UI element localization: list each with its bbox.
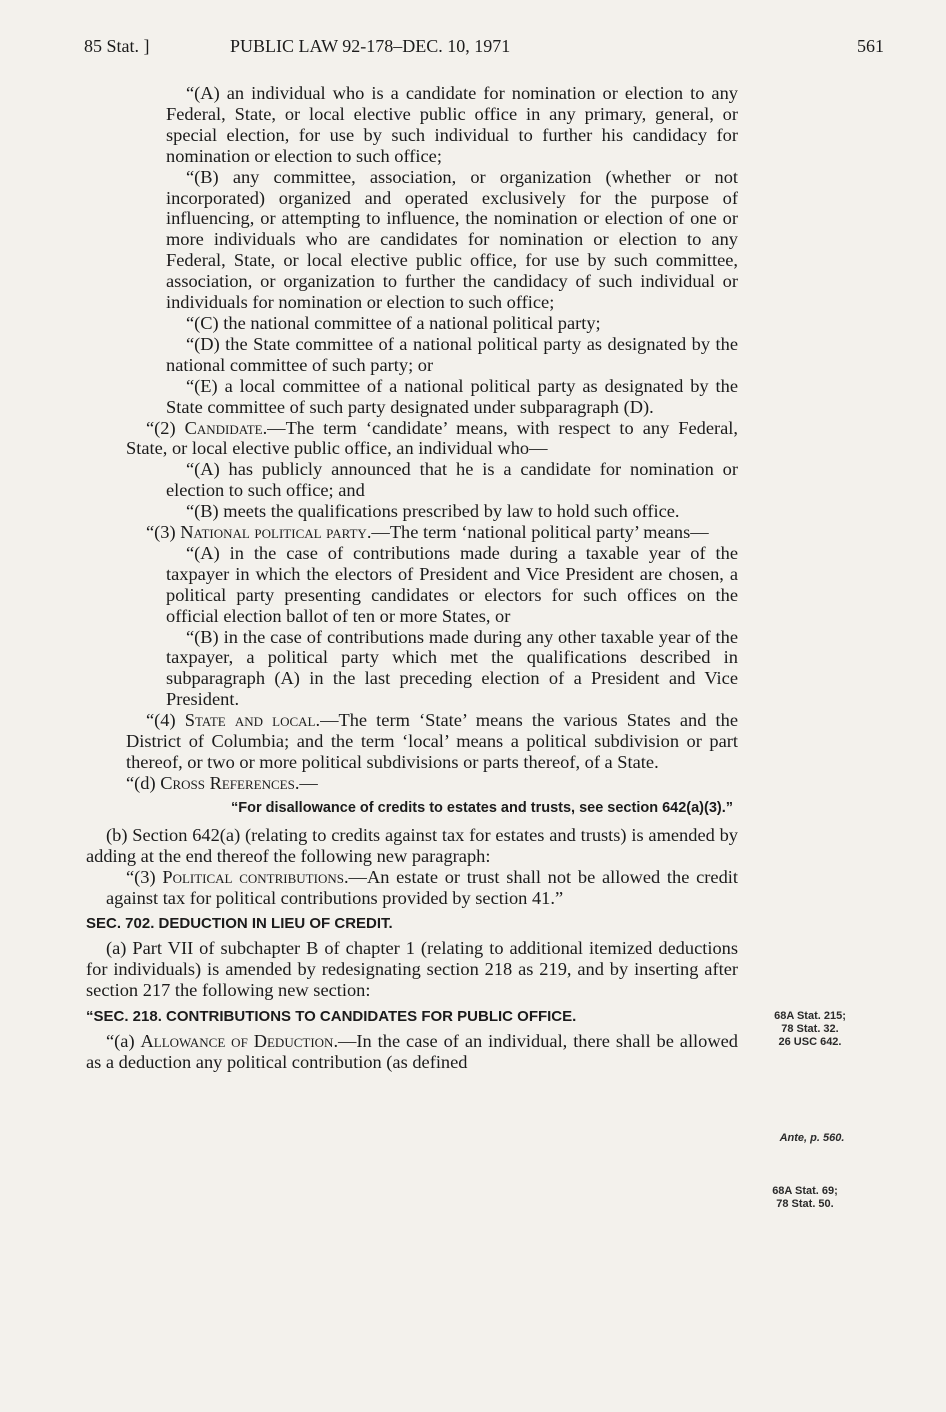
paragraph-c-national-committee: “(C) the national committee of a national political party; <box>186 312 601 333</box>
margin-note-line: 68A Stat. 69; <box>772 1185 838 1197</box>
margin-note-statutes-642 <box>750 1010 870 1049</box>
paragraph-d-cross-references <box>86 773 738 794</box>
paragraph-text: .—The term ‘State’ means the various States and the District of Columbia; and the term ‘local’ means a political subdivision or part thereof, or two or more political subdivisions or parts thereof, of a State. <box>126 710 738 772</box>
margin-note-line: 78 Stat. 32. <box>781 1023 839 1035</box>
paragraph-number: “(3) <box>126 866 163 887</box>
paragraph-heading: State and local <box>184 710 316 731</box>
paragraph-number: “(d) <box>126 772 161 793</box>
section-218-heading: “SEC. 218. CONTRIBUTIONS TO CANDIDATES FOR PUBLIC OFFICE. <box>86 1008 577 1026</box>
paragraph-3b: “(B) in the case of contributions made during any other taxable year of the taxpayer, a political party which met the qualifications described in subparagraph (A) in the last preceding election of a President and Vice President. <box>166 626 738 710</box>
margin-note-line: 78 Stat. 50. <box>776 1198 834 1210</box>
paragraph-text: .—The term ‘candidate’ means, with respect to any Federal, State, or local elective public office, an individual who— <box>126 417 738 459</box>
paragraph-2-candidate <box>86 418 738 460</box>
page-title: PUBLIC LAW 92-178–DEC. 10, 1971 <box>230 36 511 56</box>
paragraph-number: “(4) <box>146 710 185 731</box>
paragraph-number: “(2) <box>146 417 185 438</box>
paragraph-text: .—The term ‘national political party’ means— <box>366 522 709 543</box>
margin-note-statutes-69 <box>745 1185 865 1211</box>
paragraph-heading: Political contributions <box>162 866 344 887</box>
paragraph-2b: “(B) meets the qualifications prescribed by law to hold such office. <box>186 501 680 522</box>
paragraph-heading: National political party <box>180 522 367 543</box>
paragraph-text: .—In the case of an individual, there shall be allowed as a deduction any political contribution (as defined <box>86 1031 738 1073</box>
margin-note-ante: Ante, p. 560. <box>779 1132 845 1144</box>
page-header <box>84 36 884 66</box>
paragraph-a-individual: “(A) an individual who is a candidate for nomination or election to any Federal, State, or local elective public office in any primary, general, or special election, for use by such individual to further his candidacy for nomination or election to such office; <box>166 83 738 166</box>
statute-label: 85 Stat. ] <box>84 36 150 56</box>
paragraph-e-local-committee: “(E) a local committee of a national political party as designated by the State committee of such party designated under subparagraph (D). <box>166 375 738 417</box>
page-number: 561 <box>857 36 884 56</box>
margin-note-line: 26 USC 642. <box>778 1036 842 1048</box>
paragraph-text: .— <box>294 772 318 793</box>
paragraph-2a: “(A) has publicly announced that he is a candidate for nomination or election to such office; and <box>166 459 738 501</box>
paragraph-d-state-committee: “(D) the State committee of a national political party as designated by the national committee of such party; or <box>166 333 738 375</box>
paragraph-number: “(3) <box>146 522 181 543</box>
paragraph-heading: Cross References <box>160 772 295 793</box>
paragraph-3-national-party <box>86 522 738 543</box>
cross-reference-note: “For disallowance of credits to estates and trusts, see section 642(a)(3).” <box>231 799 734 816</box>
paragraph-3-political-contributions <box>86 867 738 909</box>
section-702-heading: SEC. 702. DEDUCTION IN LIEU OF CREDIT. <box>86 915 393 933</box>
paragraph-number: “(a) <box>106 1031 141 1052</box>
body-text <box>86 83 738 1073</box>
paragraph-heading: Allowance of Deduction <box>140 1031 334 1052</box>
paragraph-b-section-642: (b) Section 642(a) (relating to credits against tax for estates and trusts) is amended by adding at the end thereof the following new paragraph: <box>86 824 738 866</box>
paragraph-a-allowance <box>86 1031 738 1073</box>
paragraph-3a: “(A) in the case of contributions made during a taxable year of the taxpayer in which the electors of President and Vice President are chosen, a political party presenting candidates or electors for such offices on the official election ballot of ten or more States, or <box>166 542 738 626</box>
paragraph-b-committee: “(B) any committee, association, or organization (whether or not incorporated) organized and operated exclusively for the purpose of influencing, or attempting to influence, the nomination or election of one or more individuals who are candidates for nomination or election to any Federal, State, or local elective public office, for use by such committee, association, or organization to further the candidacy of such individual or individuals for nomination or election to such office; <box>166 166 738 313</box>
paragraph-text: .—An estate or trust shall not be allowed the credit against tax for political contributions provided by section 41.” <box>106 866 738 908</box>
margin-note-line: 68A Stat. 215; <box>774 1010 846 1022</box>
paragraph-heading: Candidate <box>184 417 263 438</box>
paragraph-a-part-vii: (a) Part VII of subchapter B of chapter 1 (relating to additional itemized deductions for individuals) is amended by redesignating section 218 as 219, and by inserting after section 217 the following new section: <box>86 938 738 1001</box>
paragraph-4-state-local <box>86 710 738 773</box>
